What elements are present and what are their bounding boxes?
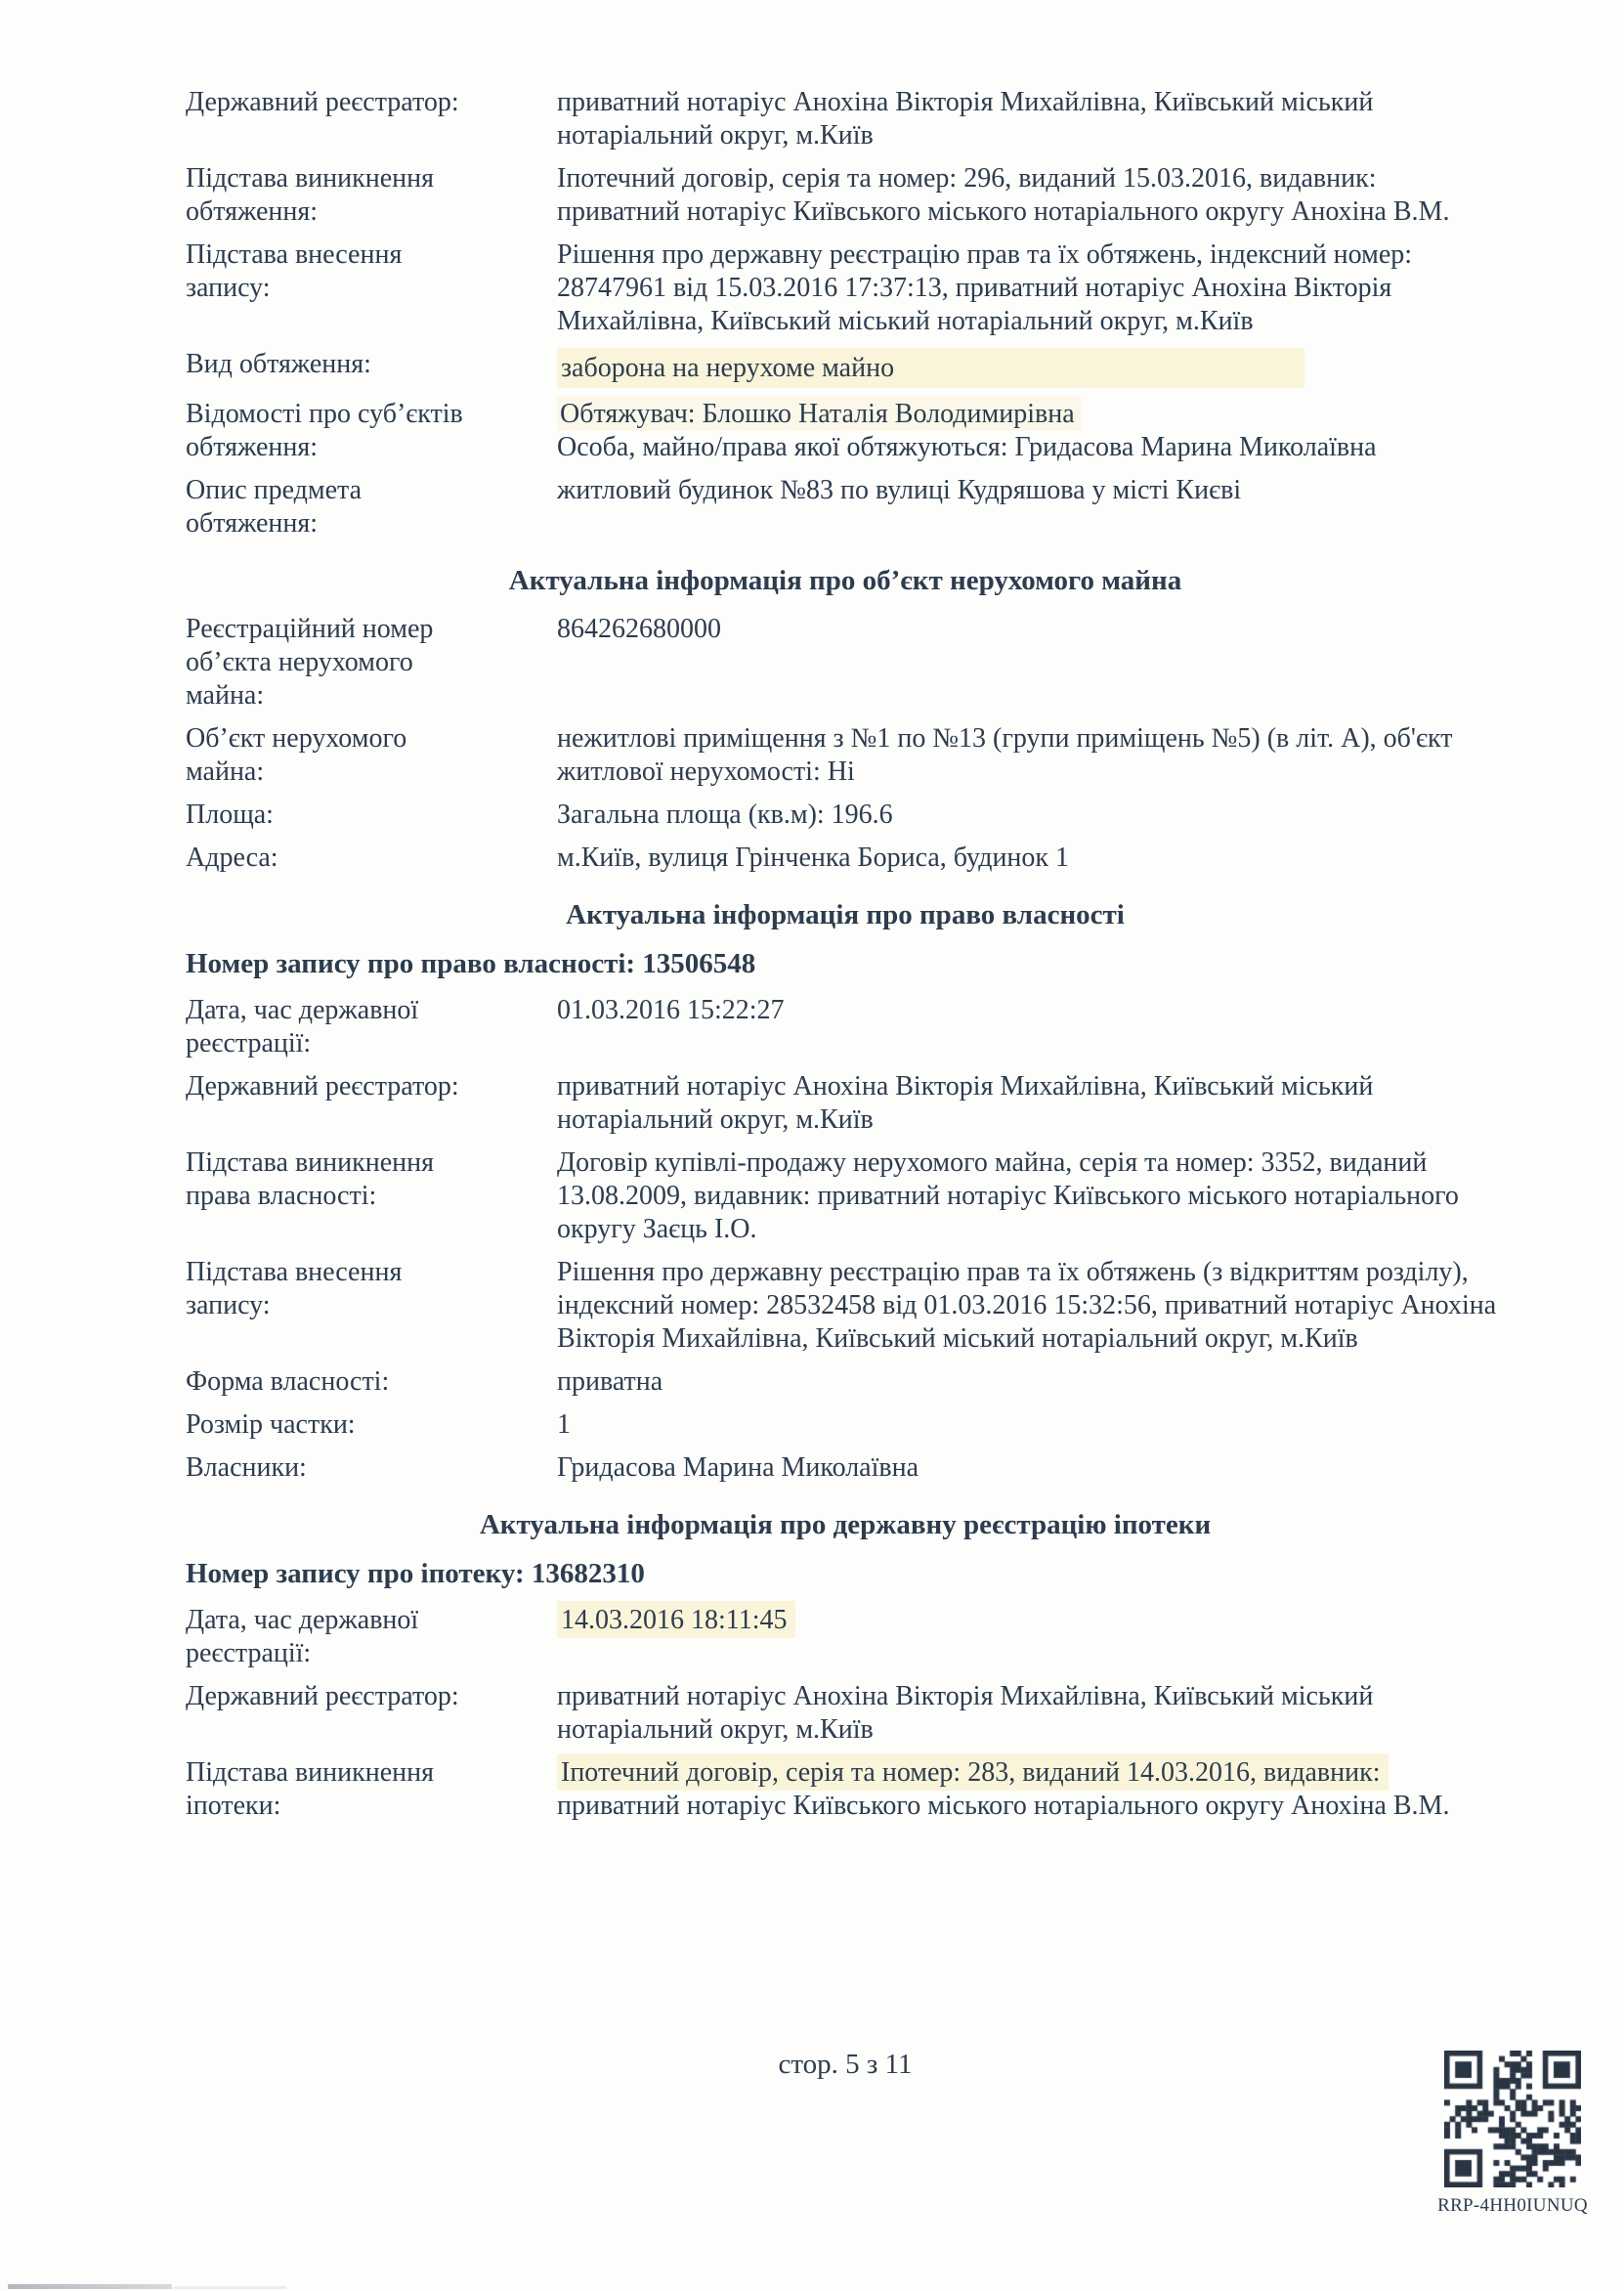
row-label: Підстава внесення запису: [186, 1257, 403, 1320]
row-value [557, 1756, 1505, 1823]
row-label: Державний реєстратор: [186, 87, 459, 117]
row-value [557, 474, 1505, 540]
row-value [557, 1070, 1505, 1137]
row-label: Реєстраційний номер об’єкта нерухомого майна: [186, 614, 434, 711]
section-heading: Актуальна інформація про об’єкт нерухомого майна [508, 565, 1182, 596]
field-row [186, 348, 1505, 388]
field-row [186, 842, 1505, 875]
row-value [557, 799, 1505, 832]
field-row [186, 162, 1505, 229]
row-value [557, 613, 1505, 713]
row-value-segment: 864262680000 [557, 614, 721, 644]
qr-code-label: RRP-4HH0IUNUQ [1437, 2195, 1588, 2216]
row-label: Підстава виникнення права власності: [186, 1147, 434, 1211]
row-value [557, 1604, 1505, 1670]
field-row [186, 994, 1505, 1060]
row-value-segment: Іпотечний договір, серія та номер: 296, виданий 15.03.2016, видавник: приватний нотаріус Київського міського нотаріального округу Анохіна В.М. [557, 163, 1450, 227]
row-label: Об’єкт нерухомого майна: [186, 723, 407, 787]
row-value-segment: Загальна площа (кв.м): 196.6 [557, 800, 893, 830]
row-value-segment: Обтяжувач: Блошко Наталія Володимирівна [557, 396, 1081, 431]
row-label: Форма власності: [186, 1366, 390, 1397]
record-number-line: Номер запису про право власності: 13506548 [186, 948, 756, 979]
row-value [557, 722, 1505, 789]
field-row [186, 238, 1505, 338]
row-value [557, 1146, 1505, 1246]
row-value [557, 1408, 1505, 1442]
row-value-segment: 01.03.2016 15:22:27 [557, 995, 785, 1025]
row-label: Адреса: [186, 843, 278, 873]
field-row [186, 398, 1505, 464]
row-value-segment: Рішення про державну реєстрацію прав та їх обтяжень (з відкриттям розділу), індексний номер: 28532458 від 01.03.2016 15:32:56, приватний нотаріус Анохіна Вікторія Михайлівна, Київський міський нотаріальний округ, м.Київ [557, 1257, 1497, 1354]
row-value-segment: Рішення про державну реєстрацію прав та їх обтяжень, індексний номер: 28747961 від 15.03.2016 17:37:13, приватний нотаріус Анохіна Вікторія Михайлівна, Київський міський нотаріальний округ, м.Київ [557, 239, 1413, 336]
row-label: Розмір частки: [186, 1409, 356, 1440]
row-value-segment: Особа, майно/права якої обтяжуються: Гридасова Марина Миколаївна [557, 432, 1377, 462]
row-value [557, 842, 1505, 875]
scan-artifact [174, 2286, 286, 2289]
row-value-segment: Іпотечний договір, серія та номер: 283, виданий 14.03.2016, видавник: [557, 1753, 1389, 1791]
field-row [186, 1604, 1505, 1670]
row-label: Відомості про суб’єктів обтяження: [186, 399, 463, 462]
row-label: Дата, час державної реєстрації: [186, 1605, 419, 1668]
field-row [186, 1256, 1505, 1356]
row-value-segment: Гридасова Марина Миколаївна [557, 1452, 919, 1483]
row-value [557, 1680, 1505, 1747]
row-value [557, 238, 1505, 338]
row-label: Дата, час державної реєстрації: [186, 995, 419, 1059]
record-number-line: Номер запису про іпотеку: 13682310 [186, 1558, 645, 1589]
row-label: Підстава виникнення обтяження: [186, 163, 434, 227]
field-row [186, 1146, 1505, 1246]
field-row [186, 1756, 1505, 1823]
row-value-segment: нежитлові приміщення з №1 по №13 (групи приміщень №5) (в літ. А), об'єкт житлової нерухомості: Ні [557, 723, 1453, 787]
field-row [186, 1451, 1505, 1485]
scan-artifact [8, 2284, 172, 2289]
field-row [186, 1680, 1505, 1747]
page-number: стор. 5 з 11 [778, 2049, 913, 2080]
row-value-segment: 1 [557, 1409, 571, 1440]
qr-code-icon [1444, 2051, 1581, 2187]
row-label: Державний реєстратор: [186, 1071, 459, 1102]
row-value [557, 994, 1505, 1060]
field-row [186, 613, 1505, 713]
field-row [186, 1365, 1505, 1399]
section-heading: Актуальна інформація про державну реєстрацію іпотеки [479, 1509, 1212, 1540]
row-value [557, 398, 1505, 464]
row-label: Вид обтяження: [186, 349, 371, 379]
row-value-segment: Договір купівлі-продажу нерухомого майна, серія та номер: 3352, виданий 13.08.2009, видавник: приватний нотаріус Київського міського нотаріального округу Заєць І.О. [557, 1147, 1459, 1244]
row-value-segment: приватний нотаріус Анохіна Вікторія Михайлівна, Київський міський нотаріальний округ, м.Київ [557, 1071, 1374, 1135]
row-label: Державний реєстратор: [186, 1681, 459, 1711]
row-value-segment: приватний нотаріус Анохіна Вікторія Михайлівна, Київський міський нотаріальний округ, м.Київ [557, 87, 1374, 151]
section-heading: Актуальна інформація про право власності [566, 899, 1125, 930]
row-value [557, 1451, 1505, 1485]
row-value-segment: м.Київ, вулиця Грінченка Бориса, будинок 1 [557, 843, 1070, 873]
row-value [557, 86, 1505, 152]
row-label: Підстава внесення запису: [186, 239, 403, 303]
row-value-segment: приватний нотаріус Київського міського нотаріального округу Анохіна В.М. [557, 1791, 1450, 1821]
field-row [186, 1070, 1505, 1137]
row-label: Власники: [186, 1452, 307, 1483]
row-value [557, 162, 1505, 229]
row-value [557, 348, 1505, 388]
row-value [557, 1256, 1505, 1356]
row-value-segment: 14.03.2016 18:11:45 [557, 1601, 795, 1638]
row-value-segment: житловий будинок №83 по вулиці Кудряшова у місті Києві [557, 475, 1242, 505]
field-row [186, 722, 1505, 789]
field-row [186, 86, 1505, 152]
row-value-segment: заборона на нерухоме майно [557, 348, 1304, 388]
field-row [186, 1408, 1505, 1442]
row-value-segment: приватна [557, 1366, 663, 1397]
row-value-segment: приватний нотаріус Анохіна Вікторія Михайлівна, Київський міський нотаріальний округ, м.Київ [557, 1681, 1374, 1745]
row-label: Площа: [186, 800, 274, 830]
row-value [557, 1365, 1505, 1399]
field-row [186, 799, 1505, 832]
row-label: Підстава виникнення іпотеки: [186, 1757, 434, 1821]
row-label: Опис предмета обтяження: [186, 475, 363, 539]
field-row [186, 474, 1505, 540]
